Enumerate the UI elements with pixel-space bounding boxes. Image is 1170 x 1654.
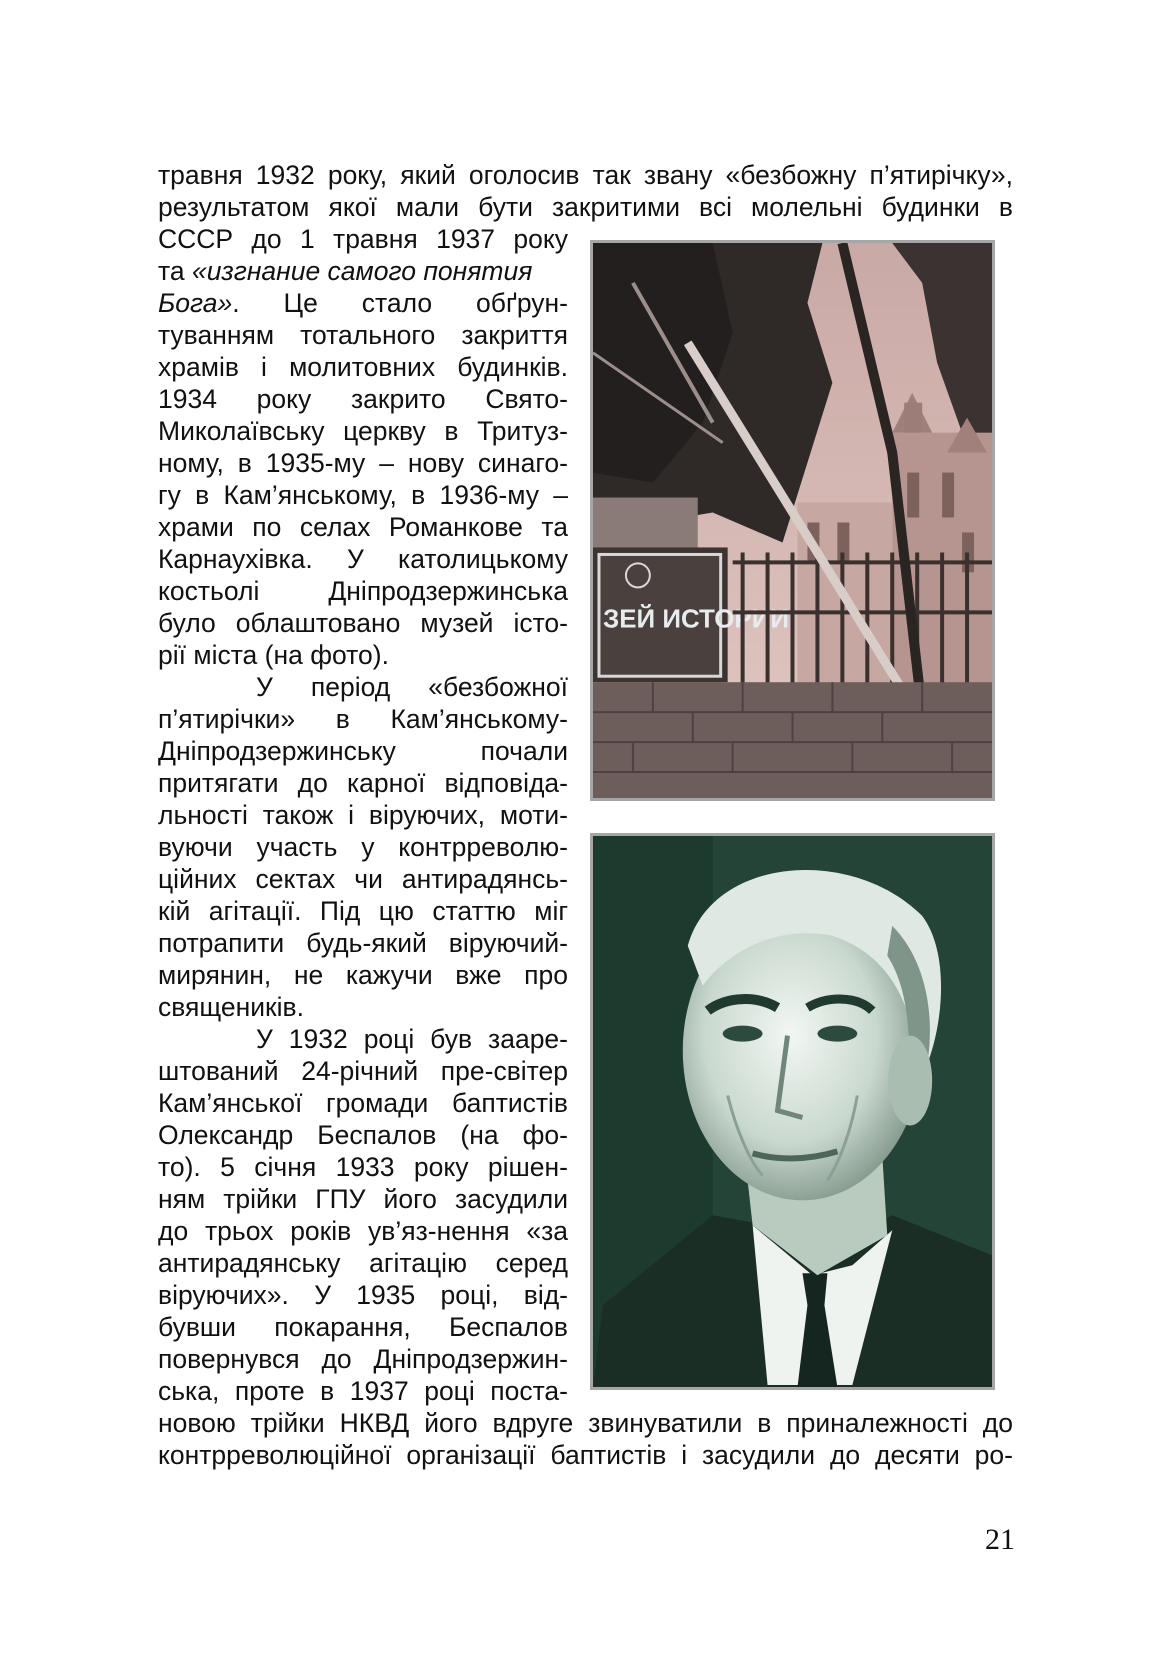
- text-line: Дніпродзержинську почали: [158, 736, 568, 766]
- text-line: ному, в 1935-му – нову синаго-: [158, 448, 568, 478]
- sign-text: ЗЕЙ ИСТОРИИ: [602, 605, 790, 634]
- text-line: льності також і віруючих, моти-: [158, 800, 568, 830]
- text-line: потрапити будь-який віруючий-: [158, 928, 568, 958]
- text-line: храми по селах Романкове та: [158, 512, 568, 542]
- text-line: віруючих». У 1935 році, від-: [158, 1280, 568, 1310]
- text-line: повернувся до Дніпродзержин-: [158, 1344, 568, 1374]
- page-number: 21: [985, 1523, 1015, 1556]
- text-line: ням трійки ГПУ його засудили: [158, 1184, 568, 1214]
- text-line: вуючи участь у контрреволю-: [158, 832, 568, 862]
- text-line: гу в Кам’янському, в 1936-му –: [158, 480, 568, 510]
- text-line: бувши покарання, Беспалов: [158, 1312, 568, 1342]
- italic-quote: Бога»: [158, 288, 233, 318]
- text-line: контрреволюційної організації баптистів і засудили до десяти ро-: [158, 1440, 1013, 1470]
- text-line: рії міста (на фото).: [158, 640, 389, 670]
- text-line: [158, 255, 568, 287]
- text-line: ська, проте в 1937 році поста-: [158, 1376, 568, 1406]
- text-line: кій агітації. Під цю статтю міг: [158, 896, 568, 926]
- text-line: то). 5 січня 1933 року рішен-: [158, 1152, 568, 1182]
- text-line: новою трійки НКВД його вдруге звинуватили в приналежності до: [158, 1408, 1013, 1438]
- text-fragment: . Це стало обґрун-: [232, 288, 568, 318]
- text-line: мирянин, не кажучи вже про: [158, 960, 568, 990]
- text-line: було облаштовано музей істо-: [158, 608, 568, 638]
- text-line: У 1932 році був зааре-: [256, 1024, 568, 1054]
- text-line: штований 24-річний пре-світер: [158, 1056, 568, 1086]
- text-line: притягати до карної відповіда-: [158, 768, 568, 798]
- text-line: Миколаївську церкву в Тритуз-: [158, 416, 568, 446]
- text-line: Карнаухівка. У католицькому: [158, 544, 568, 574]
- museum-photo-image: [593, 243, 992, 798]
- text-line: п’ятирічки» в Кам’янському-: [158, 704, 568, 734]
- museum-photo: [590, 240, 995, 801]
- portrait-photo: [590, 833, 995, 1390]
- text-line: [158, 287, 568, 319]
- text-fragment: та: [158, 256, 192, 286]
- text-line: антирадянську агітацію серед: [158, 1248, 568, 1278]
- text-line: Кам’янської громади баптистів: [158, 1088, 568, 1118]
- text-line: до трьох років ув’яз-нення «за: [158, 1216, 568, 1246]
- text-line: 1934 року закрито Свято-: [158, 384, 568, 414]
- portrait-photo-image: [593, 836, 992, 1387]
- text-line: ційних сектах чи антирадянсь-: [158, 864, 568, 894]
- text-line: священиків.: [158, 992, 304, 1022]
- italic-quote: «изгнание самого понятия: [191, 256, 533, 286]
- text-line: костьолі Дніпродзержинська: [158, 576, 568, 606]
- text-line: травня 1932 року, який оголосив так звану «безбожну п’ятирічку»,: [158, 160, 1013, 190]
- text-line: результатом якої мали бути закритими всі молельні будинки в: [158, 192, 1013, 222]
- text-line: СССР до 1 травня 1937 року: [158, 224, 568, 254]
- text-line: туванням тотального закриття: [158, 320, 568, 350]
- text-line: У період «безбожної: [256, 672, 568, 702]
- text-line: Олександр Беспалов (на фо-: [158, 1120, 568, 1150]
- text-line: храмів і молитовних будинків.: [158, 352, 568, 382]
